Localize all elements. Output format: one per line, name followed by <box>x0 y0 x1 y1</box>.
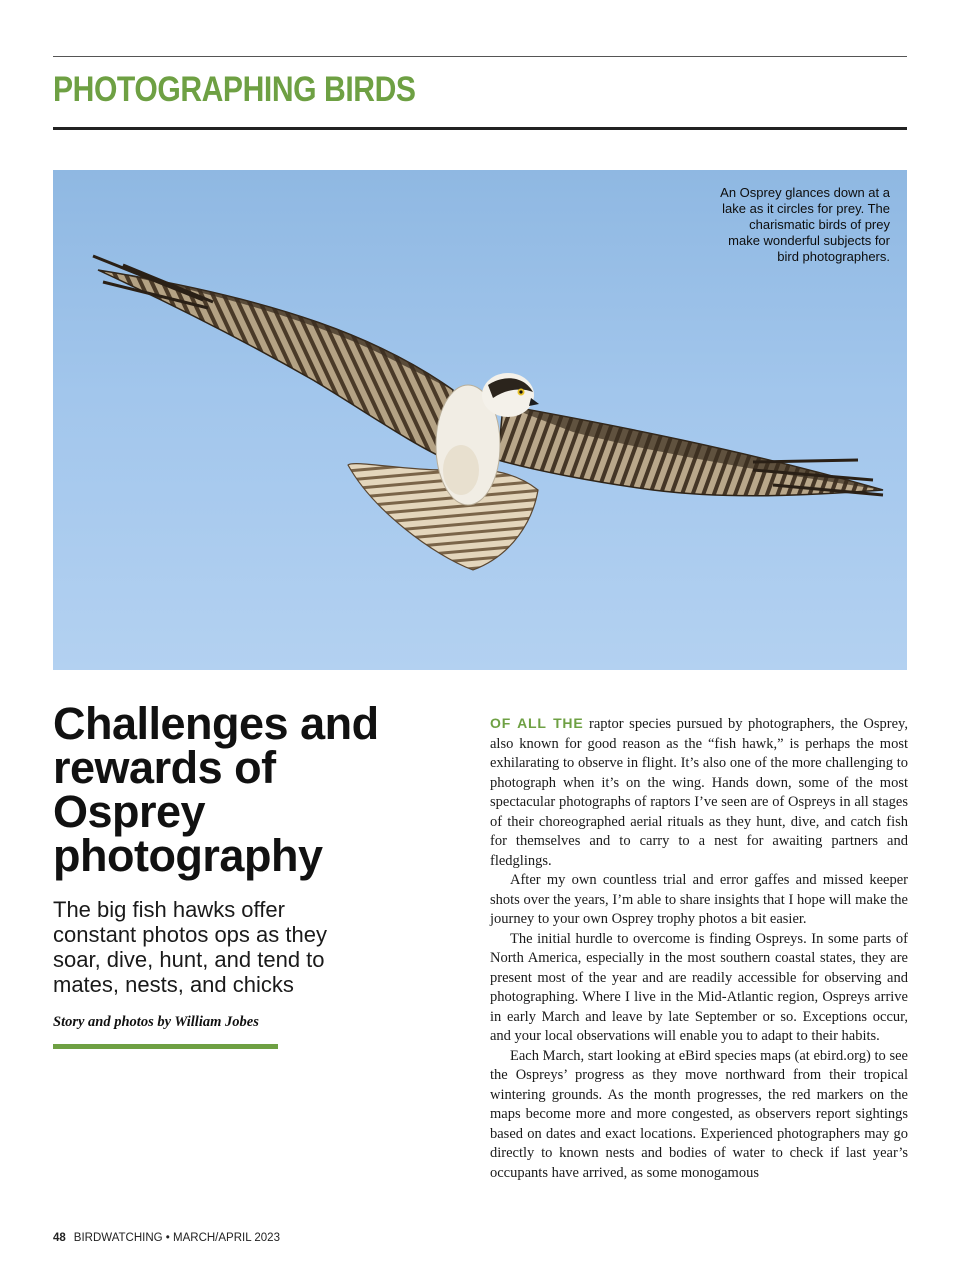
page-number: 48 <box>53 1232 66 1244</box>
byline: Story and photos by William Jobes <box>53 1014 259 1030</box>
section-rule <box>53 127 907 130</box>
body-paragraph: Each March, start looking at eBird species maps (at ebird.org) to see the Ospreys’ progress as they move northward from their tropical wintering grounds. As the month progresses, the red markers on the maps become more and more congested, as observers report sightings based on dates and exact locations. Experienced photographers may go directly to known nests and bodies of water to check if last year’s occupants have arrived, as some monogamous <box>490 1047 908 1181</box>
article-deck: The big fish hawks offer constant photos ops as they soar, dive, hunt, and tend to mates, nests, and chicks <box>53 897 327 997</box>
page-footer <box>53 1232 280 1244</box>
lead-in: OF ALL THE <box>490 715 584 731</box>
article-headline: Challenges and rewards of Osprey photography <box>53 698 379 881</box>
body-paragraph: The initial hurdle to overcome is finding Ospreys. In some parts of North America, especially in the most southern coastal states, they are present most of the year and are readily accessible for observing and photographing. Where I live in the Mid-Atlantic region, Ospreys arrive in early March and leave by late September or so. Exceptions occur, and your local observations will enable you to adapt to their habits. <box>490 930 908 1044</box>
publication-name: BIRDWATCHING • MARCH/APRIL 2023 <box>73 1232 280 1244</box>
article-body <box>490 714 908 1183</box>
body-paragraph <box>490 714 908 871</box>
paragraph-text: raptor species pursued by photographers, the Osprey, also known for good reason as the “fish hawk,” is perhaps the most exhilarating to observe in flight. It’s also one of the more challenging to photograph when it’s on the wing. Hands down, some of the most spectacular photographs of raptors I’ve seen are of Ospreys in all stages of their choreographed aerial rituals as they hunt, dive, and catch fish for themselves and to carry to a nest for awaiting partners and fledglings. <box>490 716 908 869</box>
byline-rule <box>53 1044 278 1049</box>
section-heading: PHOTOGRAPHING BIRDS <box>53 70 416 109</box>
body-paragraph: After my own countless trial and error gaffes and missed keeper shots over the years, I’m able to share insights that I hope will make the journey to your own Osprey trophy photos a bit easier. <box>490 872 908 927</box>
osprey-photo <box>53 170 907 670</box>
top-rule <box>53 56 907 57</box>
photo-caption: An Osprey glances down at a lake as it circles for prey. The charismatic birds of prey make wonderful subjects for bird photographers. <box>720 185 890 264</box>
